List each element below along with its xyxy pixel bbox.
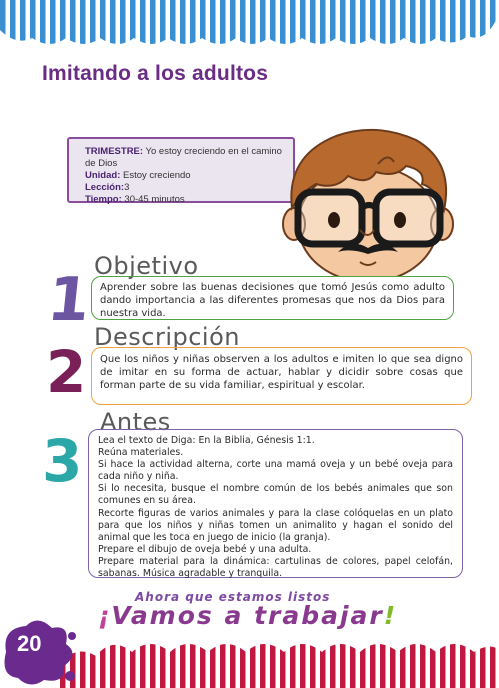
exclaim-open: ¡: [98, 601, 112, 630]
section-number-1: 1: [44, 265, 94, 335]
ahora-que-estamos-listos-text: Ahora que estamos listos: [135, 590, 331, 604]
vamos-a-trabajar-text: Vamos a trabajar: [111, 601, 384, 630]
leccion-value: 3: [124, 182, 130, 193]
boy-with-glasses-illustration: [276, 126, 456, 276]
antes-line: Recorte figuras de varios animales y para la clase colóquelas en un plato para que los niños y niñas tomen un animalito y hagan el sonido del animal que les toca en juego de inicio (la granja).: [98, 507, 453, 543]
section-number-2: 2: [46, 338, 87, 406]
antes-line: Si hace la actividad alterna, corte una mamá oveja y un bebé oveja para cada niño y niña.: [98, 459, 453, 483]
page-number: 20: [17, 631, 42, 656]
lesson-info-box: [67, 137, 295, 203]
vamos-a-trabajar-banner: [98, 601, 397, 630]
objetivo-text-box: Aprender sobre las buenas decisiones que tomó Jesús como adulto dando importancia a las diferentes promesas que nos da Dios para nuestra vida.: [91, 276, 454, 320]
trimestre-label: TRIMESTRE:: [85, 146, 144, 157]
descripcion-heading: Descripción: [94, 323, 240, 351]
tiempo-value: 30-45 minutos: [124, 194, 185, 205]
antes-line: Prepare material para la dinámica: cartulinas de colores, papel celofán, sabanas. Música agradable y tranquila.: [98, 555, 453, 580]
unidad-label: Unidad:: [85, 170, 121, 181]
antes-line: Reúna materiales.: [98, 447, 184, 459]
trimestre-value: Yo estoy creciendo en el camino de Dios: [85, 146, 282, 169]
antes-heading: Antes: [100, 408, 171, 436]
antes-line: Si lo necesita, busque el nombre común de los bebés animales que son comunes en su área.: [98, 483, 453, 507]
top-stripe-decoration: [0, 0, 499, 48]
leccion-label: Lección:: [85, 182, 125, 193]
unidad-value: Estoy creciendo: [123, 170, 191, 181]
exclaim-close: !: [383, 601, 398, 630]
antes-line: Prepare el dibujo de oveja bebé y una adulta.: [98, 543, 312, 555]
tiempo-label: Tiempo:: [85, 194, 122, 205]
section-number-3: 3: [42, 427, 83, 495]
antes-text-box: [88, 429, 463, 578]
page-title: Imitando a los adultos: [42, 62, 269, 85]
objetivo-heading: Objetivo: [94, 252, 199, 280]
antes-line: Lea el texto de Diga: En la Biblia, Génesis 1:1.: [98, 435, 315, 446]
descripcion-text-box: Que los niños y niñas observen a los adultos e imiten lo que sea digno de imitar en su forma de actuar, hablar y dicidir sobre cosas que forman parte de su vida familiar, espiritual y escolar.: [91, 347, 472, 405]
